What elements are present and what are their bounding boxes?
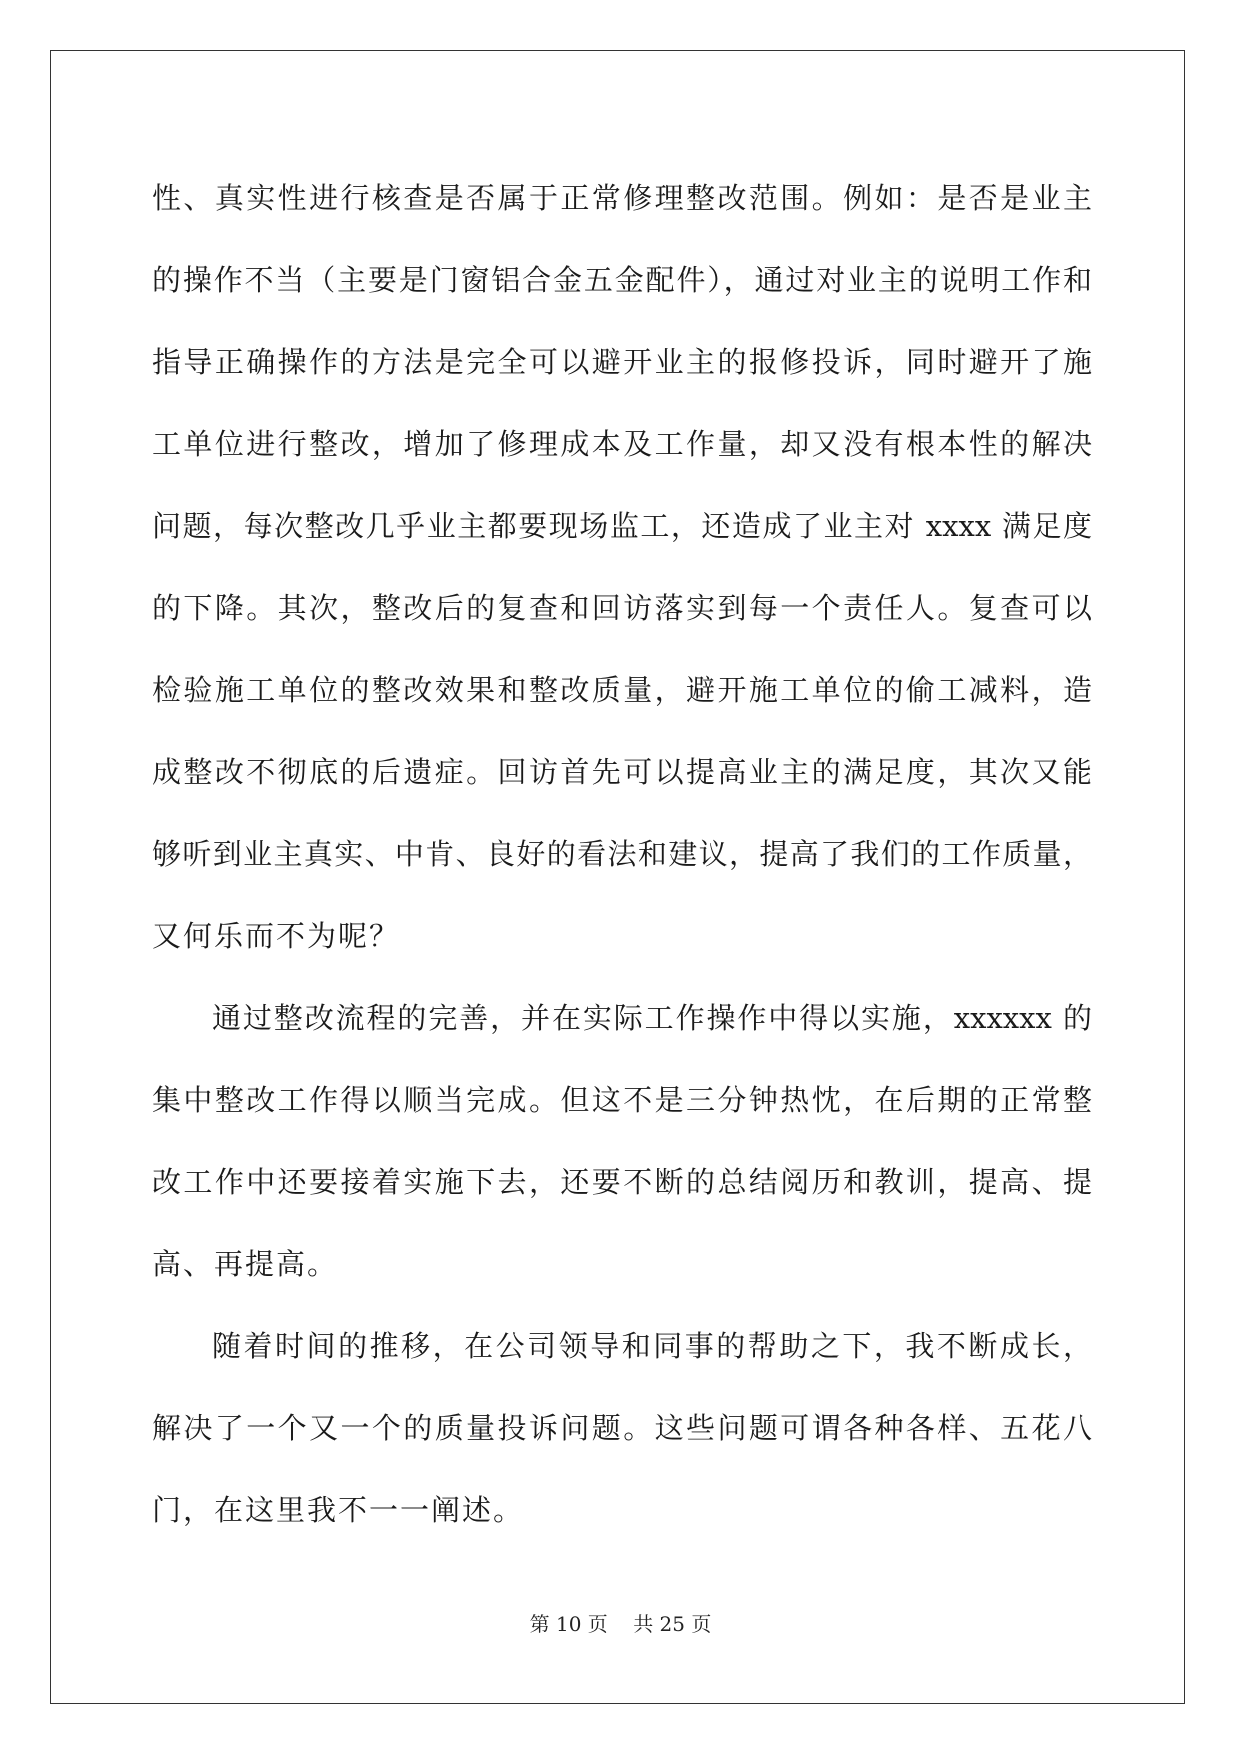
text-line: 解决了一个又一个的质量投诉问题。这些问题可谓各种各样、五花八 xyxy=(152,1411,1092,1445)
paragraph-first-line: 通过整改流程的完善，并在实际工作操作中得以实施，xxxxxx 的 xyxy=(212,1001,1092,1035)
text-line: 够听到业主真实、中肯、良好的看法和建议，提高了我们的工作质量， xyxy=(152,837,1092,871)
document-body xyxy=(152,157,1092,1551)
text-line: 工单位进行整改，增加了修理成本及工作量，却又没有根本性的解决 xyxy=(152,427,1092,461)
text-line: 成整改不彻底的后遗症。回访首先可以提高业主的满足度，其次又能 xyxy=(152,755,1092,789)
text-line: 的操作不当（主要是门窗铝合金五金配件），通过对业主的说明工作和 xyxy=(152,263,1092,297)
page-number-footer: 第 10 页 共 25 页 xyxy=(529,1612,712,1636)
text-line: 高、再提高。 xyxy=(152,1247,339,1281)
text-line: 问题，每次整改几乎业主都要现场监工，还造成了业主对 xxxx 满足度 xyxy=(152,509,1092,543)
paragraph-first-line: 随着时间的推移，在公司领导和同事的帮助之下，我不断成长， xyxy=(212,1329,1092,1363)
text-line: 集中整改工作得以顺当完成。但这不是三分钟热忱，在后期的正常整 xyxy=(152,1083,1092,1117)
text-line: 门，在这里我不一一阐述。 xyxy=(152,1493,525,1527)
text-line: 改工作中还要接着实施下去，还要不断的总结阅历和教训，提高、提 xyxy=(152,1165,1092,1199)
text-line: 性、真实性进行核查是否属于正常修理整改范围。例如：是否是业主 xyxy=(152,181,1092,215)
text-line: 的下降。其次，整改后的复查和回访落实到每一个责任人。复查可以 xyxy=(152,591,1092,625)
text-line: 指导正确操作的方法是完全可以避开业主的报修投诉，同时避开了施 xyxy=(152,345,1092,379)
text-line: 检验施工单位的整改效果和整改质量，避开施工单位的偷工减料，造 xyxy=(152,673,1092,707)
text-line: 又何乐而不为呢？ xyxy=(152,919,401,953)
